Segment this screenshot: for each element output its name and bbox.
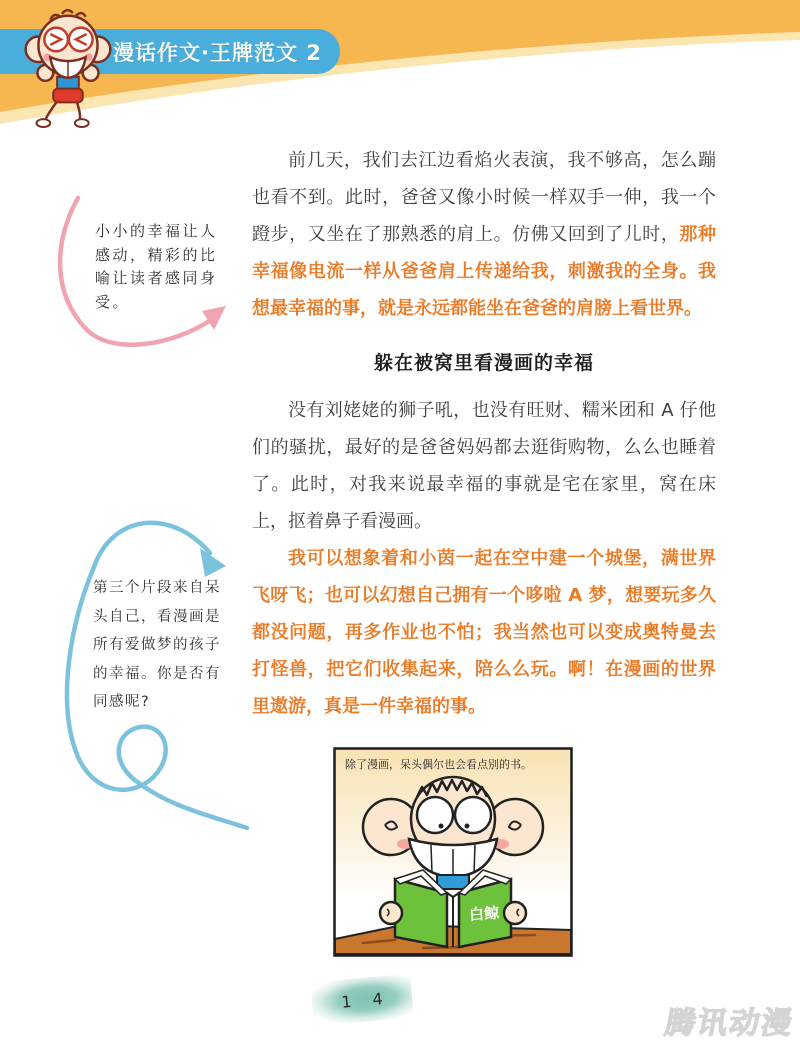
watermark: 腾讯动漫 (662, 1006, 797, 1041)
blue-arrow-head (200, 548, 226, 577)
comic-eye-right (455, 797, 491, 833)
page-number: 1 4 (340, 988, 392, 1012)
essay-paragraph-1-normal: 前几天，我们去江边看焰火表演，我不够高，怎么蹦也看不到。此时，爸爸又像小时候一样双手一伸，我一个蹬步，又坐在了那熟悉的肩上。仿佛又回到了儿时， (252, 150, 716, 245)
page-number-blob (310, 974, 413, 1027)
margin-note-pink: 小小的幸福让人感动，精彩的比喻让读者感同身受。 (95, 222, 218, 311)
essay-paragraph-1 (252, 142, 716, 327)
margin-note-blue: 第三个片段来自呆头自己，看漫画是所有爱做梦的孩子的幸福。你是否有同感呢? (93, 580, 221, 710)
essay-paragraph-1-highlight: 那种幸福像电流一样从爸爸肩上传递给我，刺激我的全身。我想最幸福的事，就是永远都能坐在爸爸的肩膀上看世界。 (252, 224, 717, 319)
mascot-eye (69, 28, 93, 52)
comic-eye-left (417, 797, 453, 833)
series-title: 漫话作文·王牌范文 2 (113, 40, 322, 65)
comic-pupil (465, 824, 470, 829)
mascot-shorts (53, 89, 83, 103)
essay-paragraph-3: 我可以想象着和小茵一起在空中建一个城堡，满世界飞呀飞；也可以幻想自己拥有一个哆啦 A 梦，想要玩多久都没问题，再多作业也不怕；我当然也可以变成奥特曼去打怪兽，把它们收集起来，陪么么玩。啊！在漫画的世界里遨游，真是一件幸福的事。 (252, 548, 716, 717)
mascot-eye (44, 28, 68, 52)
essay-paragraph-2: 没有刘姥姥的狮子吼，也没有旺财、糯米团和 A 仔他们的骚扰，最好的是爸爸妈妈都去逛街购物，么么也睡着了。此时，对我来说最幸福的事就是宅在家里，窝在床上，抠着鼻子看漫画。 (252, 400, 716, 532)
mascot-shoe (75, 119, 89, 127)
comic-book-title: 白鲸 (468, 903, 500, 924)
comic-hand-right (504, 902, 526, 924)
comic-panel (333, 747, 573, 957)
comic-pupil (439, 824, 444, 829)
essay-body (252, 142, 716, 725)
section-heading: 躲在被窝里看漫画的幸福 (373, 352, 594, 374)
comic-caption: 除了漫画，呆头偶尔也会看点别的书。 (345, 758, 532, 771)
mascot-shoe (36, 119, 50, 127)
comic-hand-left (380, 902, 402, 924)
mascot-character-icon (16, 2, 116, 130)
comic-shirt-collar (437, 875, 469, 889)
